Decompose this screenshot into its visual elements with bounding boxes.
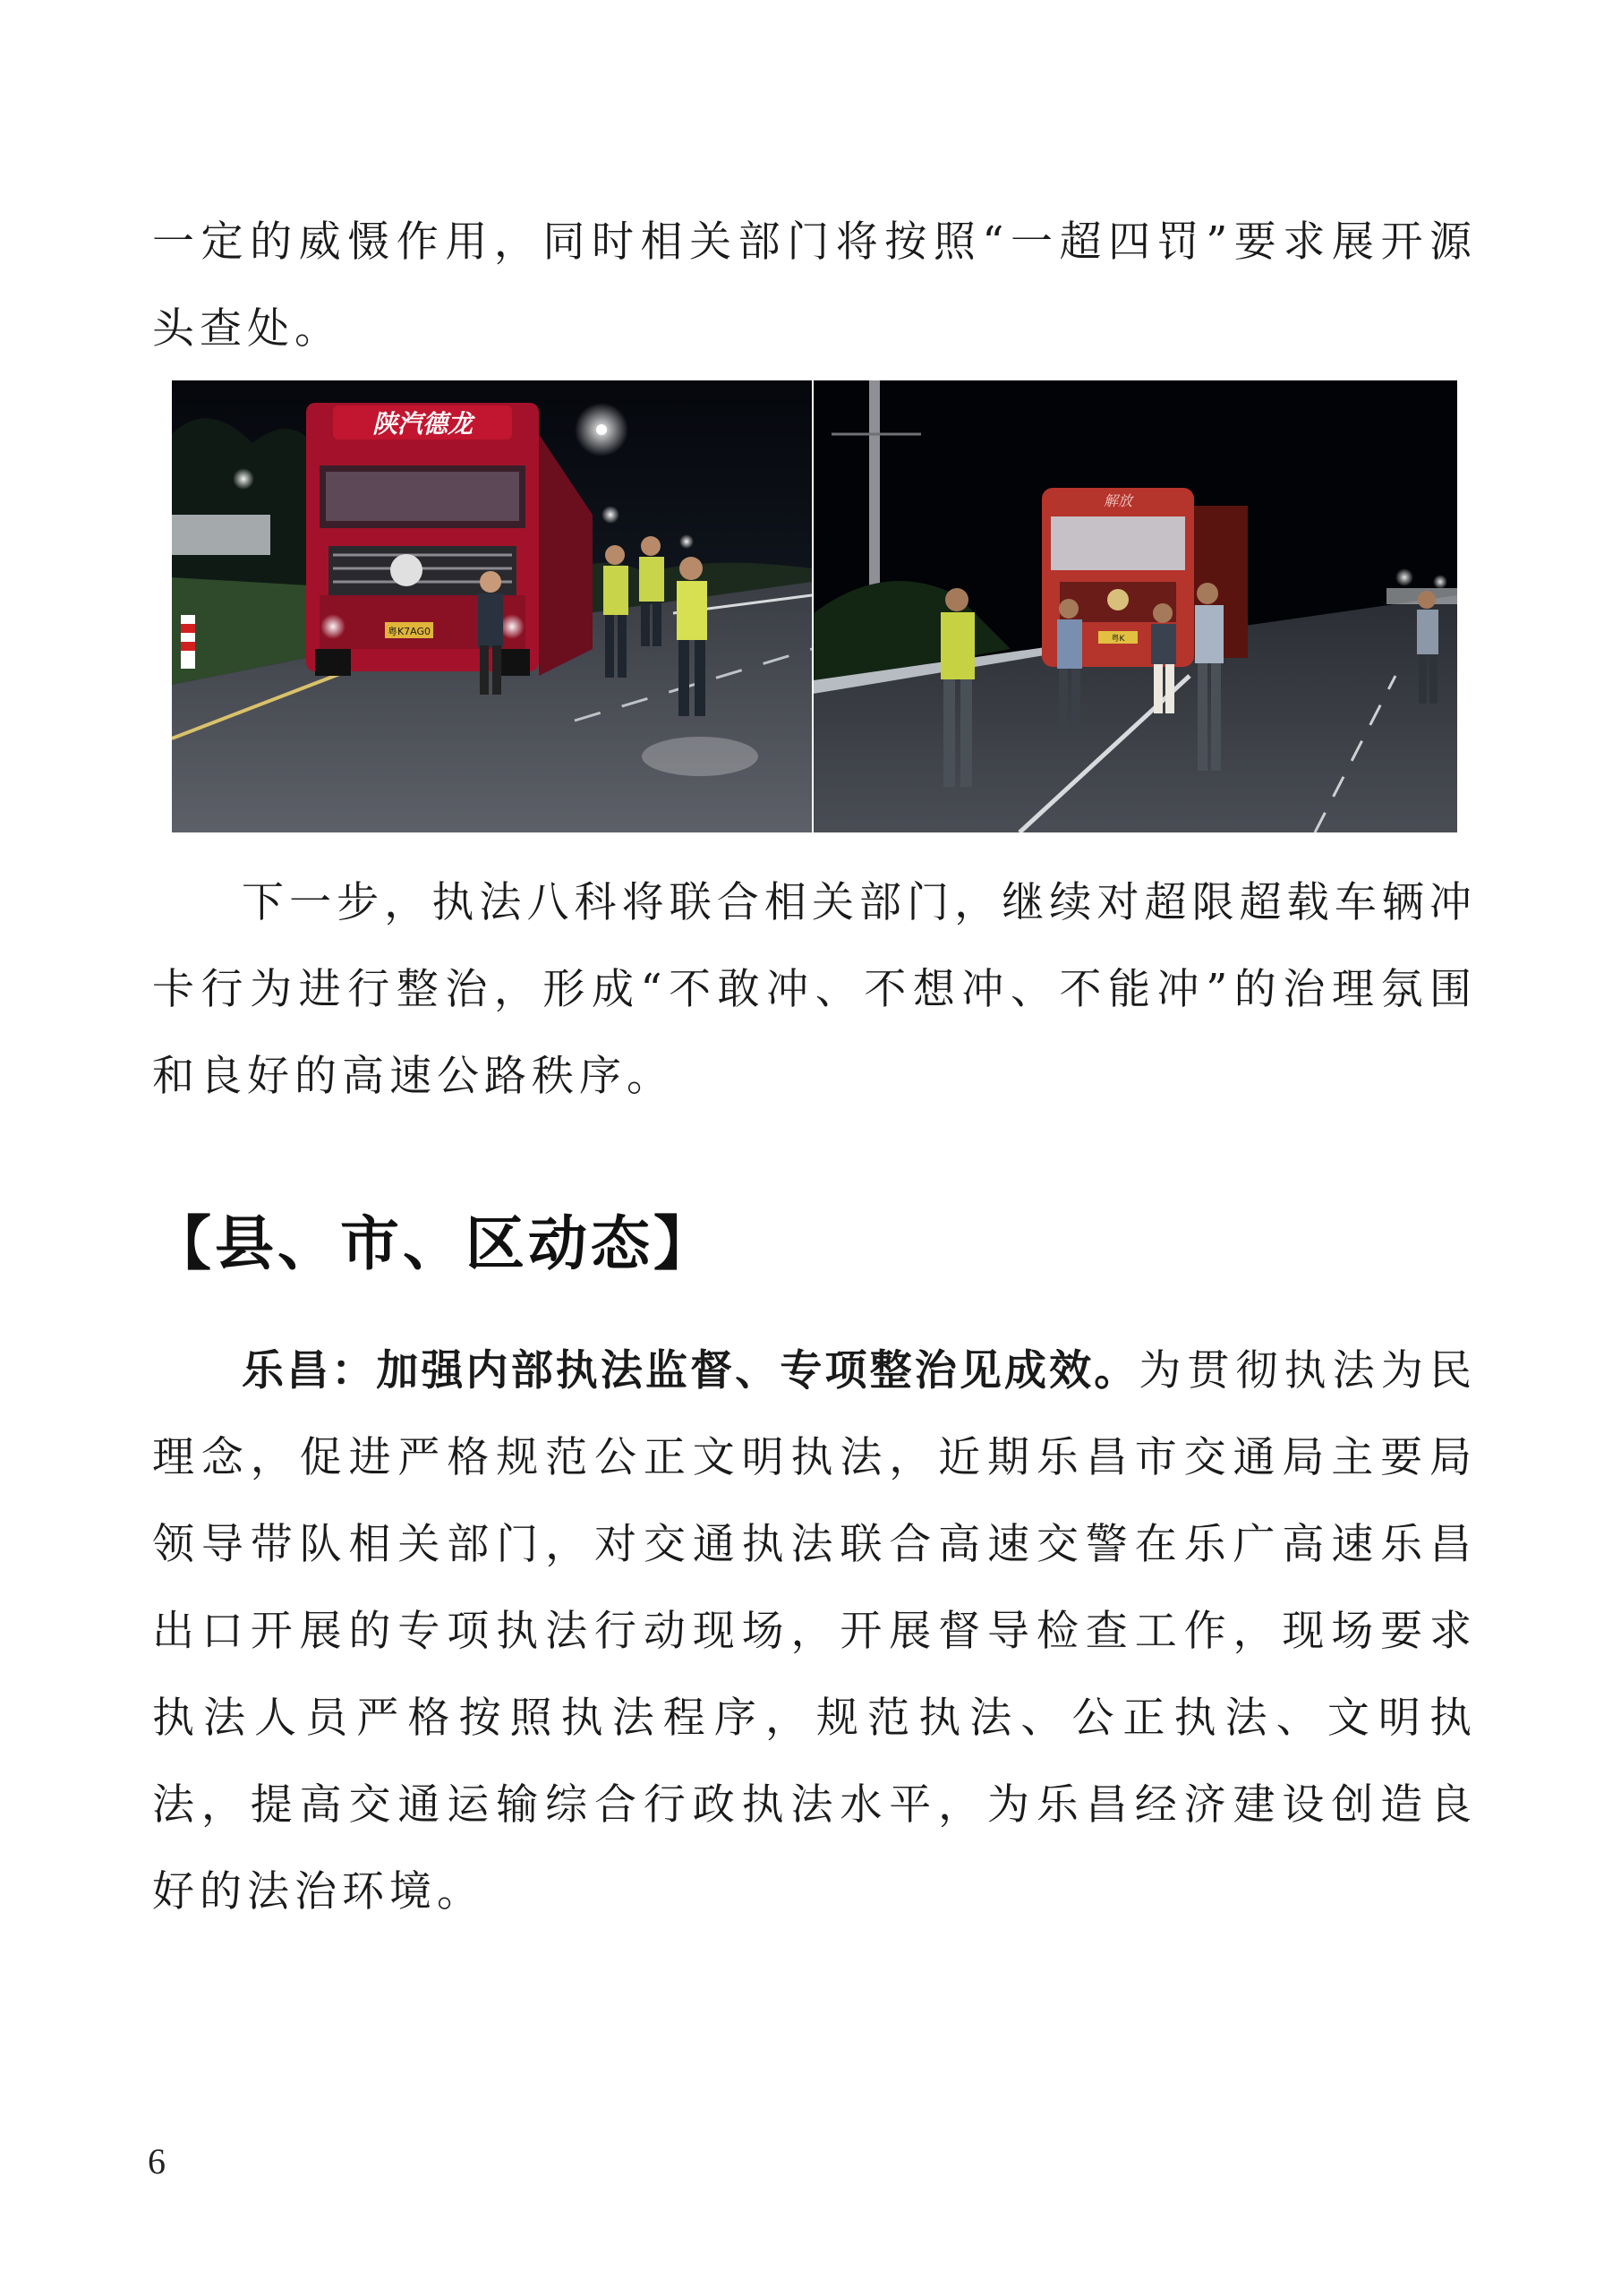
truck-cab-sign: 陕汽德龙 xyxy=(371,409,474,439)
paragraph-continuation: 一定的威慑作用，同时相关部门将按照“一超四罚”要求展开源头查处。 xyxy=(152,218,1477,354)
section-heading-county-news: 【县、市、区动态】 xyxy=(152,1209,716,1278)
paragraph-lechang-news xyxy=(152,1327,1477,1935)
night-road-truck-photo xyxy=(172,380,812,832)
lechang-body-text: 为贯彻执法为民理念，促进严格规范公正文明执法，近期乐昌市交通局主要局领导带队相关部门，对交通执法联合高速交警在乐广高速乐昌出口开展的专项执法行动现场，开展督导检查工作，现场要求执法人员严格按照执法程序，规范执法、公正执法、文明执法，提高交通运输综合行政执法水平，为乐昌经济建设创造良好的法治环境。 xyxy=(152,1346,1478,1916)
lechang-lead-title: 乐昌：加强内部执法监督、专项整治见成效。 xyxy=(242,1346,1139,1396)
page-number: 6 xyxy=(148,2141,166,2181)
photo-truck-inspection-right xyxy=(814,380,1457,832)
truck-plate-left: 粤K7AG0 xyxy=(387,626,431,637)
truck-cab-sign-right: 解放 xyxy=(1103,492,1133,509)
night-roadside-check-photo xyxy=(814,380,1457,832)
photo-truck-inspection-left xyxy=(172,380,812,832)
truck-plate-right: 粤K xyxy=(1111,635,1125,644)
paragraph-next-step: 下一步，执法八科将联合相关部门，继续对超限超载车辆冲卡行为进行整治，形成“不敢冲、不想冲、不能冲”的治理氛围和良好的高速公路秩序。 xyxy=(152,878,1477,1101)
